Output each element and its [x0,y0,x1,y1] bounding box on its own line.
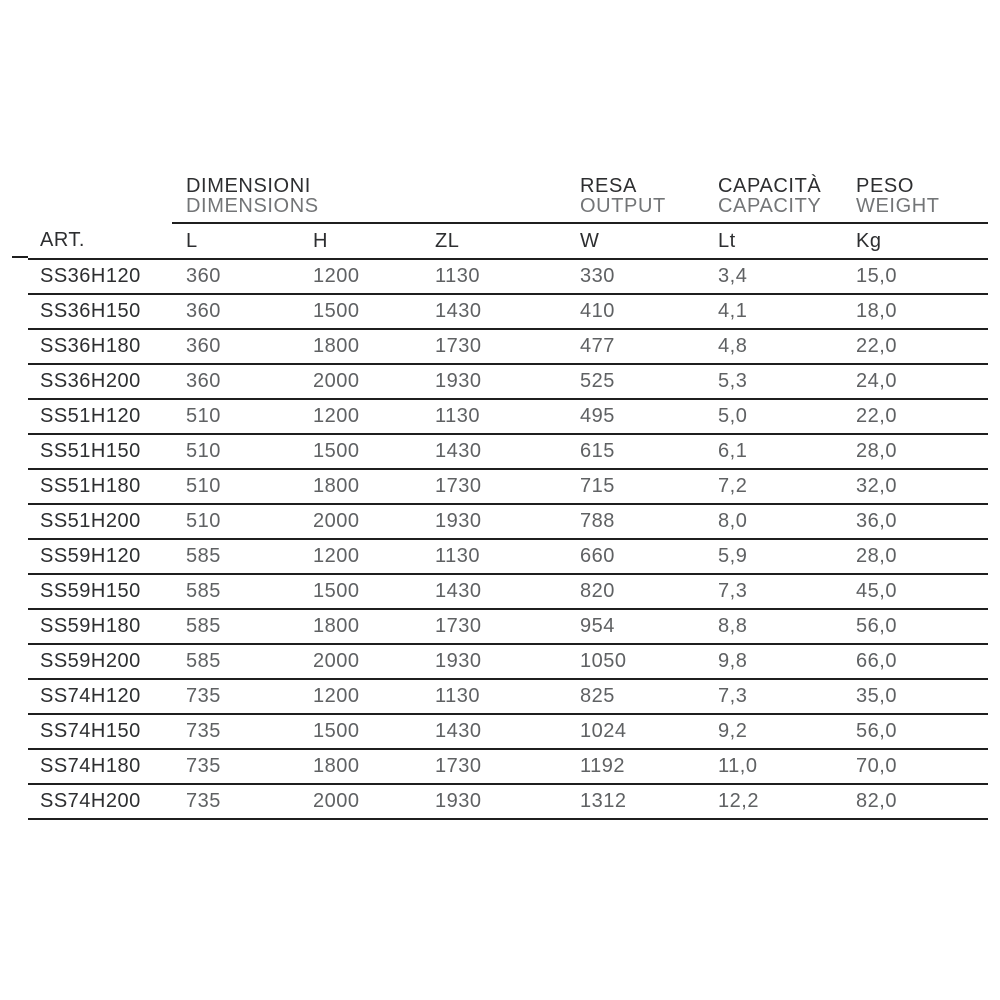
article-code: SS59H150 [28,574,172,609]
value-cell: 1192 [566,749,704,784]
group-label-secondary: CAPACITY [718,195,822,217]
value-cell: 1130 [421,259,566,294]
value-cell: 954 [566,609,704,644]
table-row [28,644,988,679]
value-cell: 1130 [421,539,566,574]
value-cell: 2000 [299,504,421,539]
product-spec-table [28,176,988,820]
value-cell: 1430 [421,574,566,609]
value-cell: 360 [172,329,299,364]
value-cell: 24,0 [842,364,988,399]
value-cell: 82,0 [842,784,988,819]
value-cell: 585 [172,609,299,644]
value-cell: 1050 [566,644,704,679]
value-cell: 1730 [421,609,566,644]
article-code: SS59H180 [28,609,172,644]
value-cell: 1130 [421,399,566,434]
table-body [28,259,988,819]
table-row [28,609,988,644]
article-code: SS36H150 [28,294,172,329]
value-cell: 9,8 [704,644,842,679]
value-cell: 1730 [421,469,566,504]
value-cell: 330 [566,259,704,294]
value-cell: 1430 [421,294,566,329]
value-cell: 2000 [299,644,421,679]
article-code: SS59H120 [28,539,172,574]
article-code: SS74H150 [28,714,172,749]
value-cell: 1430 [421,714,566,749]
value-cell: 1930 [421,504,566,539]
table-row [28,714,988,749]
article-code: SS36H180 [28,329,172,364]
value-cell: 1800 [299,749,421,784]
value-cell: 28,0 [842,434,988,469]
article-code: SS51H120 [28,399,172,434]
value-cell: 1500 [299,294,421,329]
value-cell: 788 [566,504,704,539]
value-cell: 4,1 [704,294,842,329]
table-row [28,364,988,399]
value-cell: 510 [172,434,299,469]
table-row [28,399,988,434]
column-header-row [28,223,988,259]
value-cell: 585 [172,644,299,679]
value-cell: 1200 [299,539,421,574]
column-header-l: L [172,223,299,259]
value-cell: 22,0 [842,399,988,434]
table-row [28,504,988,539]
group-label-secondary: OUTPUT [580,195,666,217]
value-cell: 1800 [299,609,421,644]
value-cell: 1500 [299,574,421,609]
value-cell: 5,3 [704,364,842,399]
value-cell: 1930 [421,644,566,679]
value-cell: 525 [566,364,704,399]
value-cell: 7,3 [704,679,842,714]
value-cell: 18,0 [842,294,988,329]
value-cell: 9,2 [704,714,842,749]
article-code: SS51H180 [28,469,172,504]
value-cell: 15,0 [842,259,988,294]
value-cell: 510 [172,399,299,434]
column-header-art: ART. [28,223,172,259]
value-cell: 735 [172,784,299,819]
value-cell: 715 [566,469,704,504]
value-cell: 6,1 [704,434,842,469]
table-row [28,784,988,819]
value-cell: 1800 [299,329,421,364]
table-row [28,469,988,504]
value-cell: 5,9 [704,539,842,574]
article-code: SS36H200 [28,364,172,399]
value-cell: 735 [172,679,299,714]
value-cell: 70,0 [842,749,988,784]
table-row [28,294,988,329]
value-cell: 1200 [299,259,421,294]
article-code: SS59H200 [28,644,172,679]
value-cell: 36,0 [842,504,988,539]
value-cell: 35,0 [842,679,988,714]
group-header-spacer [28,176,172,223]
value-cell: 1730 [421,329,566,364]
table-row [28,434,988,469]
group-label-primary: DIMENSIONI [186,175,311,197]
value-cell: 1200 [299,679,421,714]
value-cell: 585 [172,574,299,609]
value-cell: 360 [172,294,299,329]
value-cell: 2000 [299,784,421,819]
group-label-primary: PESO [856,175,914,197]
column-group-header-row [28,176,988,223]
article-code: SS36H120 [28,259,172,294]
value-cell: 7,2 [704,469,842,504]
value-cell: 1930 [421,784,566,819]
value-cell: 1130 [421,679,566,714]
value-cell: 360 [172,259,299,294]
header-line-left-extension [12,256,28,258]
value-cell: 45,0 [842,574,988,609]
group-label-primary: CAPACITÀ [718,175,822,197]
value-cell: 5,0 [704,399,842,434]
column-header-kg: Kg [842,223,988,259]
value-cell: 510 [172,504,299,539]
table-row [28,574,988,609]
column-header-w: W [566,223,704,259]
group-header-weight [842,176,988,223]
spec-table [28,176,988,820]
value-cell: 1730 [421,749,566,784]
column-header-h: H [299,223,421,259]
value-cell: 825 [566,679,704,714]
value-cell: 7,3 [704,574,842,609]
value-cell: 56,0 [842,714,988,749]
value-cell: 585 [172,539,299,574]
value-cell: 4,8 [704,329,842,364]
value-cell: 66,0 [842,644,988,679]
value-cell: 8,0 [704,504,842,539]
value-cell: 8,8 [704,609,842,644]
value-cell: 1430 [421,434,566,469]
group-header-output [566,176,704,223]
article-code: SS74H180 [28,749,172,784]
group-header-dimensions [172,176,566,223]
value-cell: 660 [566,539,704,574]
value-cell: 510 [172,469,299,504]
value-cell: 615 [566,434,704,469]
value-cell: 32,0 [842,469,988,504]
value-cell: 2000 [299,364,421,399]
value-cell: 28,0 [842,539,988,574]
table-row [28,259,988,294]
article-code: SS74H120 [28,679,172,714]
value-cell: 3,4 [704,259,842,294]
table-row [28,329,988,364]
value-cell: 1312 [566,784,704,819]
value-cell: 56,0 [842,609,988,644]
value-cell: 1930 [421,364,566,399]
table-row [28,539,988,574]
article-code: SS51H150 [28,434,172,469]
group-header-capacity [704,176,842,223]
article-code: SS74H200 [28,784,172,819]
group-label-secondary: DIMENSIONS [186,195,319,217]
value-cell: 360 [172,364,299,399]
value-cell: 22,0 [842,329,988,364]
value-cell: 477 [566,329,704,364]
value-cell: 1200 [299,399,421,434]
value-cell: 735 [172,749,299,784]
value-cell: 1500 [299,714,421,749]
value-cell: 1024 [566,714,704,749]
group-label-secondary: WEIGHT [856,195,940,217]
value-cell: 820 [566,574,704,609]
value-cell: 1800 [299,469,421,504]
value-cell: 12,2 [704,784,842,819]
article-code: SS51H200 [28,504,172,539]
column-header-lt: Lt [704,223,842,259]
value-cell: 735 [172,714,299,749]
table-row [28,749,988,784]
group-label-primary: RESA [580,175,637,197]
value-cell: 495 [566,399,704,434]
column-header-zl: ZL [421,223,566,259]
table-row [28,679,988,714]
value-cell: 410 [566,294,704,329]
value-cell: 1500 [299,434,421,469]
value-cell: 11,0 [704,749,842,784]
